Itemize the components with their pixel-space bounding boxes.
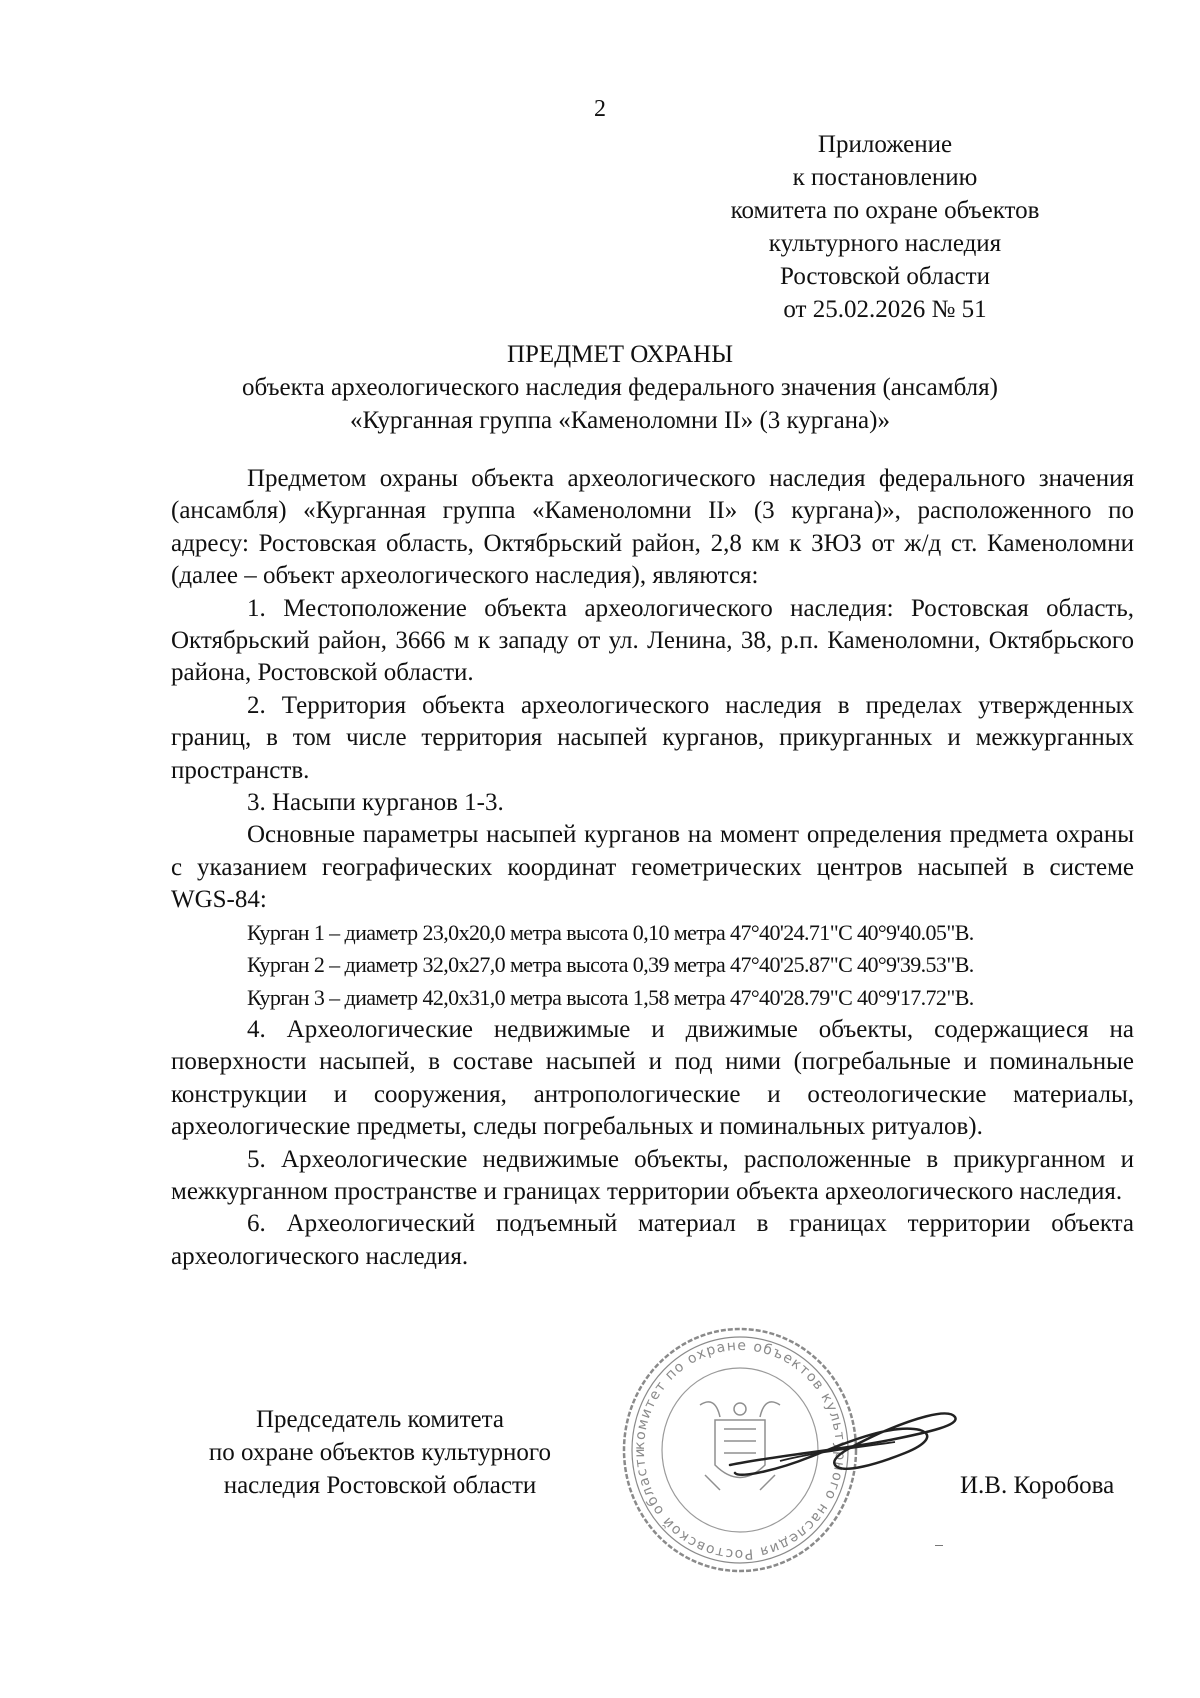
signatory-name: И.В. Коробова: [960, 1472, 1115, 1499]
mound-row: Курган 3 – диаметр 42,0х31,0 метра высота 1,58 метра 47°40'28.79"С 40°9'17.72"В.: [247, 984, 974, 1010]
appendix-header: [705, 128, 1065, 326]
appendix-line: Ростовской области: [780, 263, 990, 290]
item-territory: 2. Территория объекта археологического наследия в пределах утвержденных границ, в том числе территория насыпей курганов, прикурганных и межкурганных пространств.: [171, 691, 1134, 784]
appendix-line: культурного наследия: [768, 230, 1002, 257]
stray-mark: [935, 1545, 943, 1546]
position-line: наследия Ростовской области: [223, 1472, 537, 1499]
handwritten-signature: [720, 1395, 970, 1505]
mound-row: Курган 1 – диаметр 23,0х20,0 метра высота 0,10 метра 47°40'24.71"С 40°9'40.05"В.: [247, 919, 974, 945]
item-archaeological-objects: 4. Археологические недвижимые и движимые объекты, содержащиеся на поверхности насыпей, в составе насыпей и под ними (погребальные и поминальные конструкции и сооружения, антропологические и остеологические материалы, археологические предметы, следы погребальных и поминальных ритуалов).: [171, 1015, 1134, 1141]
appendix-line: к постановлению: [792, 164, 978, 191]
intro-paragraph: Предметом охраны объекта археологического наследия федерального значения (ансамбля) «Курганная группа «Каменоломни II» (3 кургана)», расположенного по адресу: Ростовская область, Октябрьский район, 2,8 км к ЗЮЗ от ж/д ст. Каменоломни (далее – объект археологического наследия), являются:: [171, 465, 1134, 590]
document-title: [150, 338, 1090, 437]
signatory-position: [170, 1403, 590, 1502]
appendix-line: комитета по охране объектов: [730, 197, 1040, 224]
item-surface-material: 6. Археологический подъемный материал в границах территории объекта археологического наследия.: [171, 1210, 1134, 1270]
item-location: 1. Местоположение объекта археологического наследия: Ростовская область, Октябрьский район, 3666 м к западу от ул. Ленина, 38, р.п. Каменоломни, Октябрьского района, Ростовской области.: [171, 594, 1134, 687]
mound-row: Курган 2 – диаметр 32,0х27,0 метра высота 0,39 метра 47°40'25.87"С 40°9'39.53"В.: [247, 952, 974, 978]
params-paragraph: Основные параметры насыпей курганов на момент определения предмета охраны с указанием географических координат геометрических центров насыпей в системе WGS-84:: [171, 821, 1134, 914]
appendix-line: Приложение: [817, 131, 953, 158]
title-subheading: объекта археологического наследия федерального значения (ансамбля): [242, 374, 998, 401]
seal-ring-text: комитет по охране объектов культурного наследия Ростовской области: [631, 1337, 849, 1563]
appendix-date-number: от 25.02.2026 № 51: [783, 296, 987, 323]
page-number: 2: [594, 96, 606, 122]
title-object-name: «Курганная группа «Каменоломни II» (3 кургана)»: [350, 407, 890, 434]
document-body: [171, 463, 1134, 1273]
item-immovable-objects: 5. Археологические недвижимые объекты, расположенные в прикурганном и межкурганном пространстве и границах территории объекта археологического наследия.: [171, 1145, 1134, 1205]
item-mounds: 3. Насыпи курганов 1-3.: [247, 789, 504, 817]
position-line: по охране объектов культурного: [208, 1439, 552, 1466]
title-heading: ПРЕДМЕТ ОХРАНЫ: [506, 341, 734, 368]
position-line: Председатель комитета: [256, 1406, 504, 1433]
